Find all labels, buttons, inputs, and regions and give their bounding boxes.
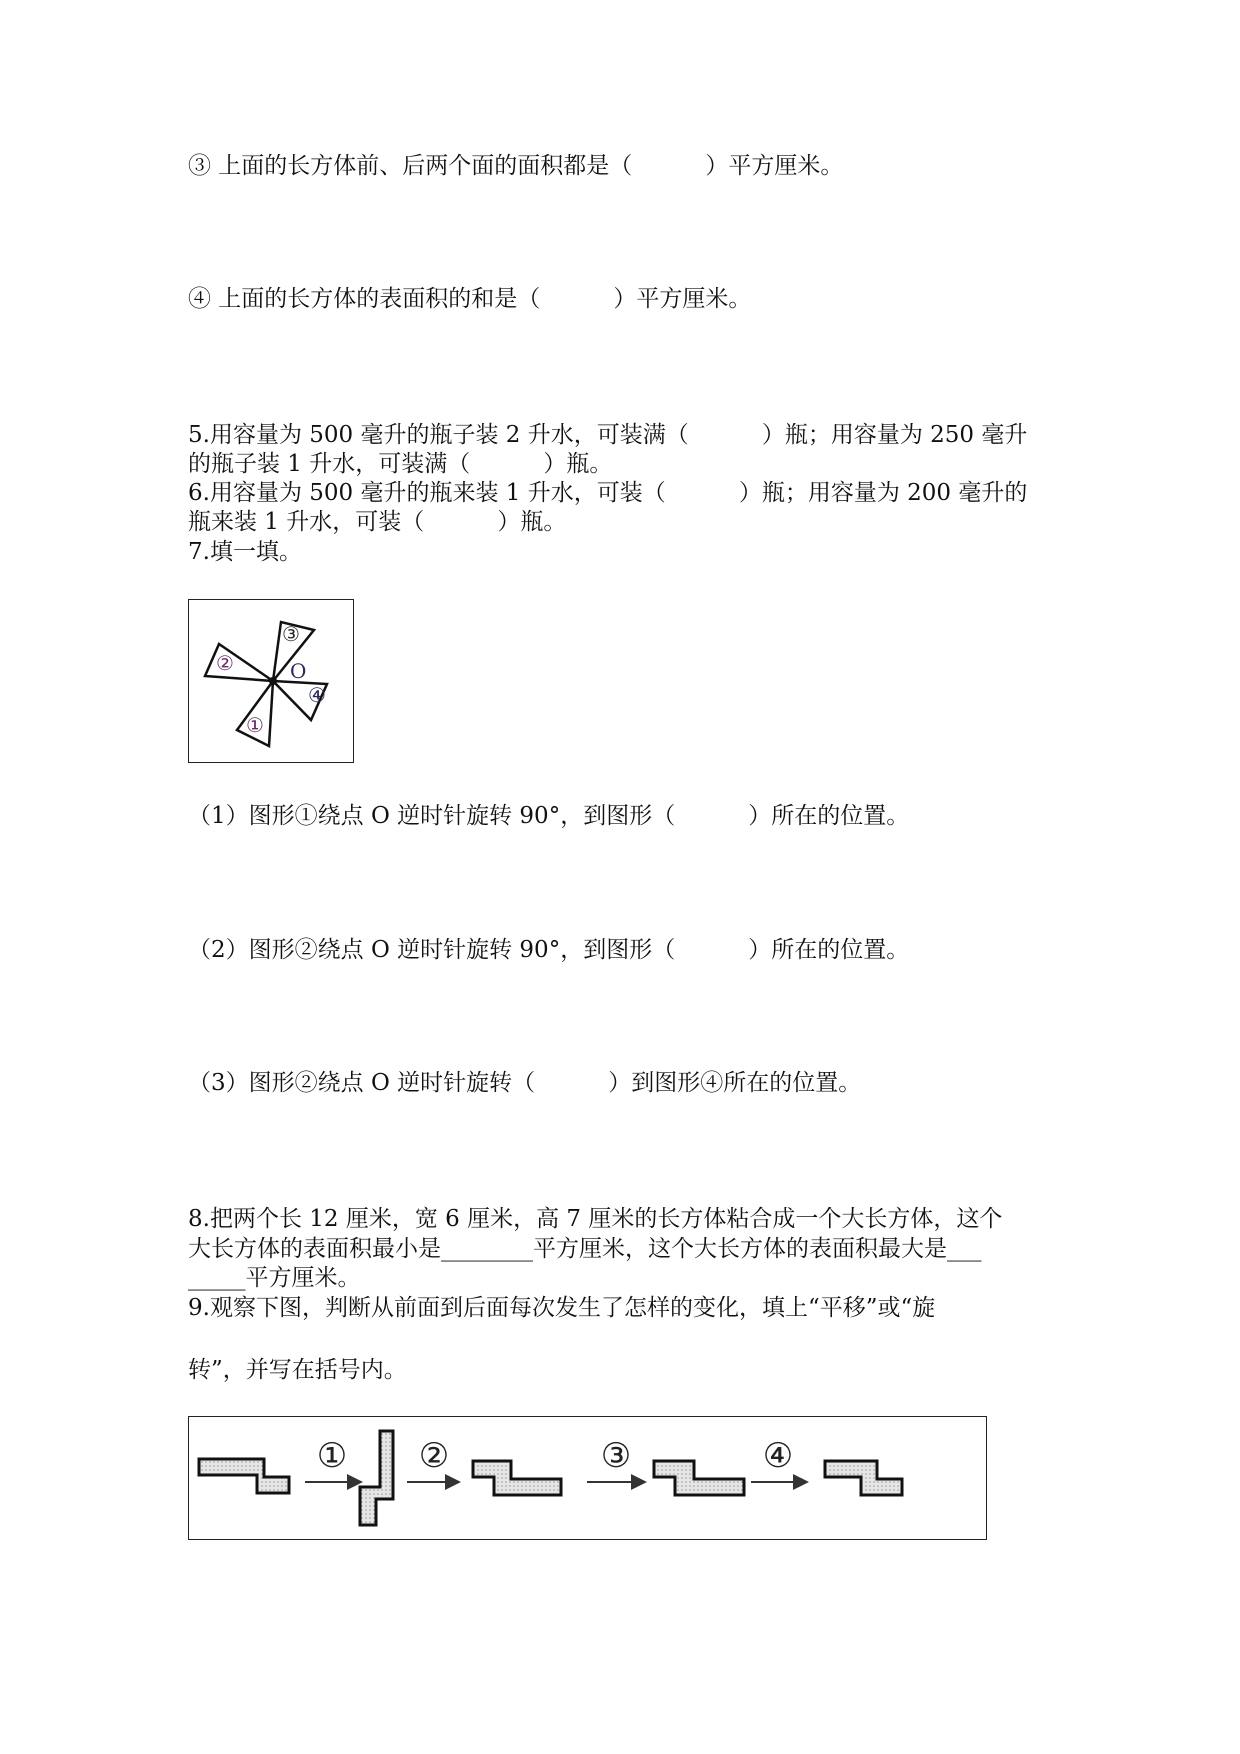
arrow-label-1: ① — [316, 1436, 348, 1476]
q6-line1: 6.用容量为 500 毫升的瓶来装 1 升水，可装（ ）瓶；用容量为 200 毫升的 — [188, 480, 1028, 506]
triangle-label-1: ① — [246, 713, 264, 737]
q8-line1: 8.把两个长 12 厘米，宽 6 厘米，高 7 厘米的长方体粘合成一个大长方体，这个 — [188, 1206, 1003, 1232]
q4-sub4-text: ④ 上面的长方体的表面积的和是（ ）平方厘米。 — [188, 286, 752, 312]
q4-sub3-text: ③ 上面的长方体前、后两个面的面积都是（ ）平方厘米。 — [188, 153, 844, 179]
center-point-o — [269, 677, 277, 685]
shape-4 — [654, 1461, 744, 1495]
q6-line2: 瓶来装 1 升水，可装（ ）瓶。 — [188, 509, 567, 535]
q5-line2: 的瓶子装 1 升水，可装满（ ）瓶。 — [188, 451, 613, 477]
center-label-o: O — [290, 659, 307, 683]
transformation-figure-svg — [189, 1417, 986, 1539]
q8-line2: 大长方体的表面积最小是________平方厘米，这个大长方体的表面积最大是___ — [188, 1236, 982, 1262]
shape-1 — [199, 1459, 289, 1493]
rotation-figure-svg — [189, 600, 353, 762]
q7-title: 7.填一填。 — [188, 539, 302, 565]
q7-sub2: （2）图形②绕点 O 逆时针旋转 90°，到图形（ ）所在的位置。 — [188, 937, 910, 963]
shape-5 — [825, 1461, 902, 1495]
q5-line1: 5.用容量为 500 毫升的瓶子装 2 升水，可装满（ ）瓶；用容量为 250 毫升 — [188, 422, 1028, 448]
q9-line2: 转”，并写在括号内。 — [188, 1357, 407, 1383]
triangle-label-2: ② — [216, 651, 234, 675]
arrow-label-3: ③ — [600, 1436, 632, 1476]
q9-line1: 9.观察下图，判断从前面到后面每次发生了怎样的变化，填上“平移”或“旋 — [188, 1295, 936, 1321]
triangle-label-3: ③ — [282, 622, 300, 646]
shape-2 — [360, 1431, 393, 1525]
rotation-figure — [188, 599, 354, 763]
triangle-label-4: ④ — [308, 683, 326, 707]
shape-3 — [473, 1461, 561, 1495]
arrow-label-2: ② — [418, 1436, 450, 1476]
arrow-label-4: ④ — [762, 1436, 794, 1476]
transformation-figure — [188, 1416, 987, 1540]
q8-line3: _____平方厘米。 — [188, 1265, 361, 1291]
q7-sub3: （3）图形②绕点 O 逆时针旋转（ ）到图形④所在的位置。 — [188, 1070, 862, 1096]
q7-sub1: （1）图形①绕点 O 逆时针旋转 90°，到图形（ ）所在的位置。 — [188, 803, 910, 829]
